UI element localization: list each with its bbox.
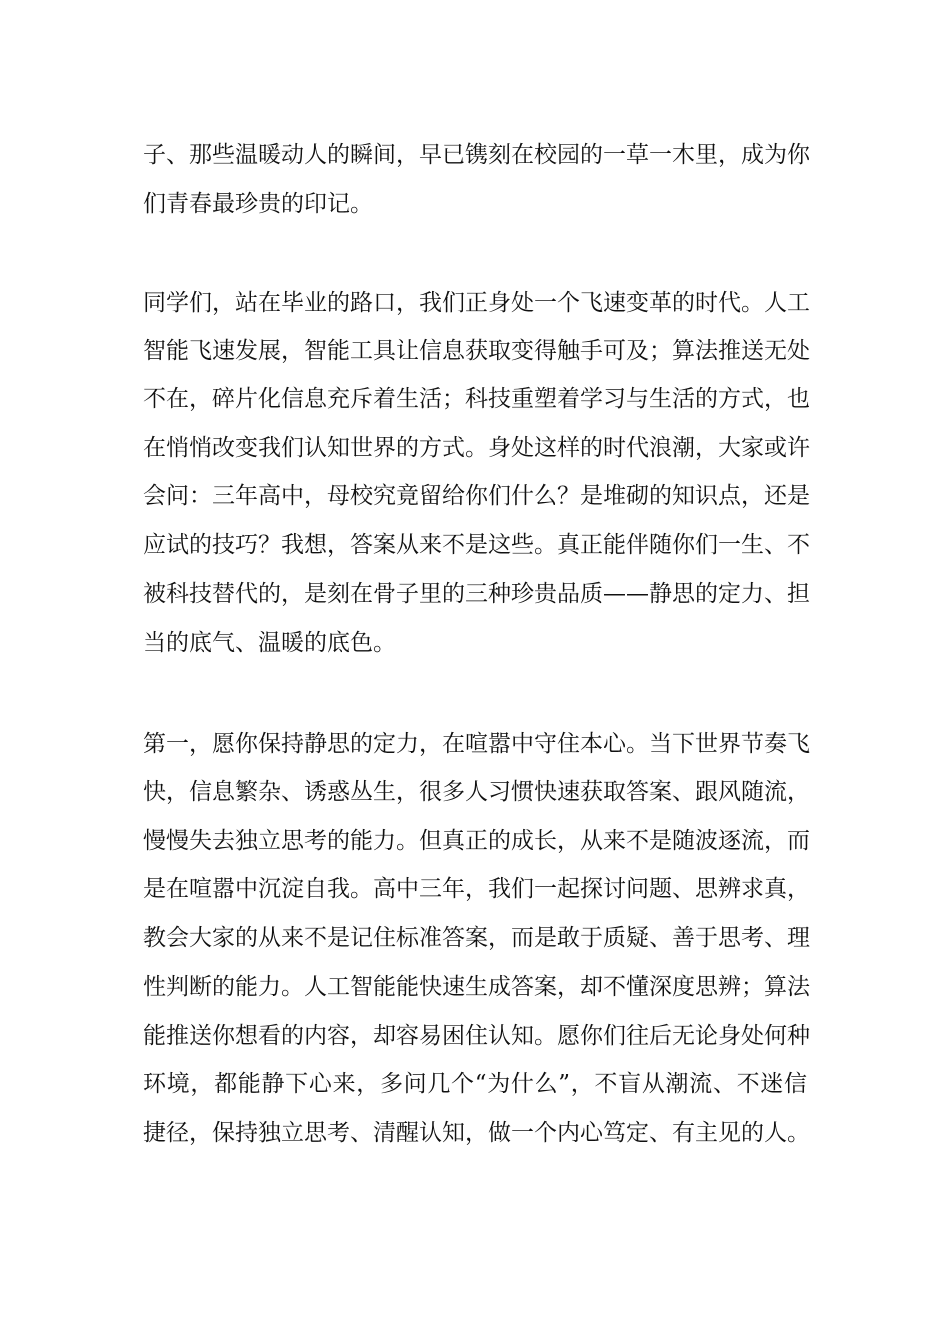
- paragraph-line: 能推送你想看的内容，却容易困住认知。愿你们往后无论身处何种: [143, 1023, 810, 1049]
- paragraph-line: 教会大家的从来不是记住标准答案，而是敢于质疑、善于思考、理: [143, 925, 810, 951]
- paragraph-line: 捷径，保持独立思考、清醒认知，做一个内心笃定、有主见的人。: [143, 1120, 810, 1146]
- paragraph-line: 子、那些温暖动人的瞬间，早已镌刻在校园的一草一木里，成为你: [143, 142, 810, 168]
- paragraph-line: 第一，愿你保持静思的定力，在喧嚣中守住本心。当下世界节奏飞: [143, 731, 810, 757]
- paragraph-line: 同学们，站在毕业的路口，我们正身处一个飞速变革的时代。人工: [143, 290, 810, 316]
- paragraph-line: 性判断的能力。人工智能能快速生成答案，却不懂深度思辨；算法: [143, 974, 810, 1000]
- paragraph-line: 当的底气、温暖的底色。: [143, 630, 396, 656]
- paragraph-line: 是在喧嚣中沉淀自我。高中三年，我们一起探讨问题、思辨求真，: [143, 876, 810, 902]
- paragraph-line: 环境，都能静下心来，多问几个“为什么”，不盲从潮流、不迷信: [143, 1071, 807, 1097]
- paragraph-line: 不在，碎片化信息充斥着生活；科技重塑着学习与生活的方式，也: [143, 386, 810, 412]
- paragraph-line: 被科技替代的，是刻在骨子里的三种珍贵品质——静思的定力、担: [143, 581, 810, 607]
- paragraph-line: 快，信息繁杂、诱惑丛生，很多人习惯快速获取答案、跟风随流，: [143, 779, 810, 805]
- paragraph-line: 在悄悄改变我们认知世界的方式。身处这样的时代浪潮，大家或许: [143, 435, 810, 461]
- paragraph-line: 慢慢失去独立思考的能力。但真正的成长，从来不是随波逐流，而: [143, 828, 810, 854]
- paragraph-line: 应试的技巧？我想，答案从来不是这些。真正能伴随你们一生、不: [143, 532, 810, 558]
- paragraph-line: 会问：三年高中，母校究竟留给你们什么？是堆砌的知识点，还是: [143, 483, 810, 509]
- paragraph-line: 智能飞速发展，智能工具让信息获取变得触手可及；算法推送无处: [143, 338, 810, 364]
- paragraph-line: 们青春最珍贵的印记。: [143, 191, 373, 217]
